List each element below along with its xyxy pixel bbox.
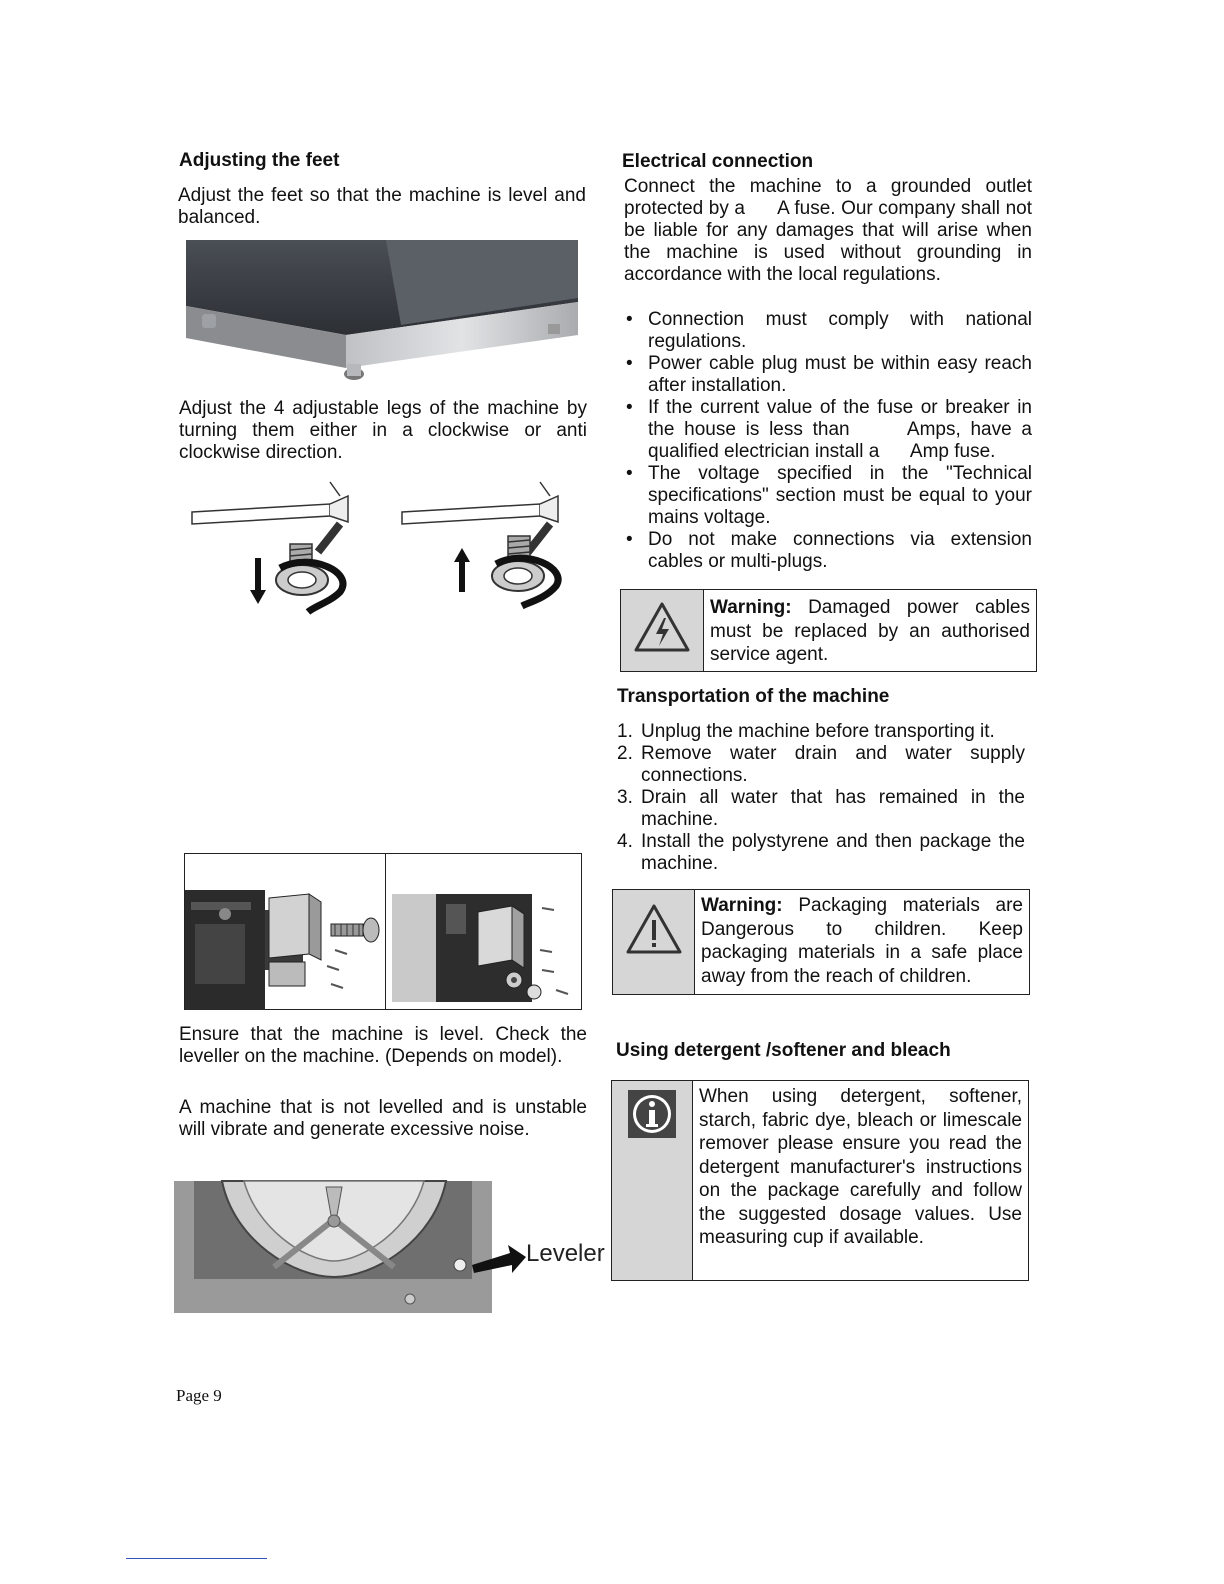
unlevelled-warning-text: A machine that is not levelled and is unstable will vibrate and generate excessive noise. bbox=[179, 1097, 587, 1140]
step-text: Unplug the machine before transporting it. bbox=[641, 721, 995, 742]
warning-1-text bbox=[704, 590, 1036, 671]
leveler-illustration bbox=[174, 1181, 605, 1315]
leveler-label: Leveler bbox=[526, 1240, 605, 1267]
info-icon-cell bbox=[612, 1081, 693, 1280]
electrical-requirements-list bbox=[622, 309, 1038, 573]
step-number: 1. bbox=[617, 721, 633, 742]
list-item: • The voltage specified in the "Technical specifications" section must be equal to your mains voltage. bbox=[622, 463, 1032, 529]
warning-box-power-cables bbox=[620, 589, 1037, 672]
foot-turn-down-diagram bbox=[190, 482, 370, 614]
info-text: When using detergent, softener, starch, fabric dye, bleach or limescale remover please ensure you read the detergent manufacturer's instructions on the package carefully and follow the suggested dosage values. Use measuring cup if available. bbox=[699, 1086, 1022, 1248]
info-icon bbox=[627, 1089, 677, 1139]
electric-hazard-icon bbox=[632, 598, 692, 658]
step-text: Drain all water that has remained in the machine. bbox=[641, 787, 1025, 830]
feet-intro-text: Adjust the feet so that the machine is level and balanced. bbox=[178, 185, 586, 228]
page-number: Page 9 bbox=[176, 1386, 222, 1405]
list-item bbox=[617, 831, 1025, 875]
step-number: 3. bbox=[617, 787, 633, 808]
step-number: 2. bbox=[617, 743, 633, 764]
list-item bbox=[617, 721, 1025, 743]
warning-2-label: Warning: bbox=[701, 895, 783, 916]
warning-2-body: Packaging materials are Dangerous to children. Keep packaging materials in a safe place away from the reach of children. bbox=[701, 895, 1023, 987]
step-text: Install the polystyrene and then package the machine. bbox=[641, 831, 1025, 874]
heading-detergent: Using detergent /softener and bleach bbox=[616, 1040, 951, 1061]
adjust-legs-text: Adjust the 4 adjustable legs of the machine by turning them either in a clockwise or anti clockwise direction. bbox=[179, 398, 587, 463]
caution-icon bbox=[624, 900, 684, 960]
bolt-removal-image-1 bbox=[185, 854, 386, 1009]
transport-steps-list bbox=[617, 721, 1025, 875]
bolt-removal-image-2 bbox=[386, 854, 582, 1009]
warning-2-text bbox=[695, 890, 1029, 994]
ensure-level-text: Ensure that the machine is level. Check the leveller on the machine. (Depends on model). bbox=[179, 1024, 587, 1067]
electric-warning-icon-cell bbox=[621, 590, 704, 671]
footnote-divider bbox=[126, 1558, 267, 1559]
step-number: 4. bbox=[617, 831, 633, 852]
list-item bbox=[617, 787, 1025, 831]
list-item: • If the current value of the fuse or breaker in the house is less than Amps, have a qualified electrician install a Amp fuse. bbox=[622, 397, 1032, 463]
warning-box-packaging bbox=[612, 889, 1030, 995]
list-item bbox=[617, 743, 1025, 787]
electrical-intro-text: Connect the machine to a grounded outlet protected by a A fuse. Our company shall not be liable for any damages that will arise when the machine is used without grounding in accordance with the local regulations. bbox=[624, 176, 1038, 285]
machine-base-illustration bbox=[186, 240, 578, 386]
heading-adjusting-feet: Adjusting the feet bbox=[179, 150, 340, 171]
list-item: • Do not make connections via extension cables or multi-plugs. bbox=[622, 529, 1032, 573]
caution-icon-cell bbox=[613, 890, 695, 994]
step-text: Remove water drain and water supply connections. bbox=[641, 743, 1025, 786]
list-item: • Power cable plug must be within easy reach after installation. bbox=[622, 353, 1032, 397]
foot-turn-up-diagram bbox=[400, 482, 580, 614]
heading-transportation: Transportation of the machine bbox=[617, 686, 890, 707]
heading-electrical-connection: Electrical connection bbox=[622, 151, 814, 172]
transport-bolts-figure bbox=[184, 853, 582, 1010]
warning-1-label: Warning: bbox=[710, 597, 792, 618]
list-item: • Connection must comply with national regulations. bbox=[622, 309, 1032, 353]
info-box-detergent bbox=[611, 1080, 1029, 1281]
warning-1-body: Damaged power cables must be replaced by an authorised service agent. bbox=[710, 597, 1030, 665]
